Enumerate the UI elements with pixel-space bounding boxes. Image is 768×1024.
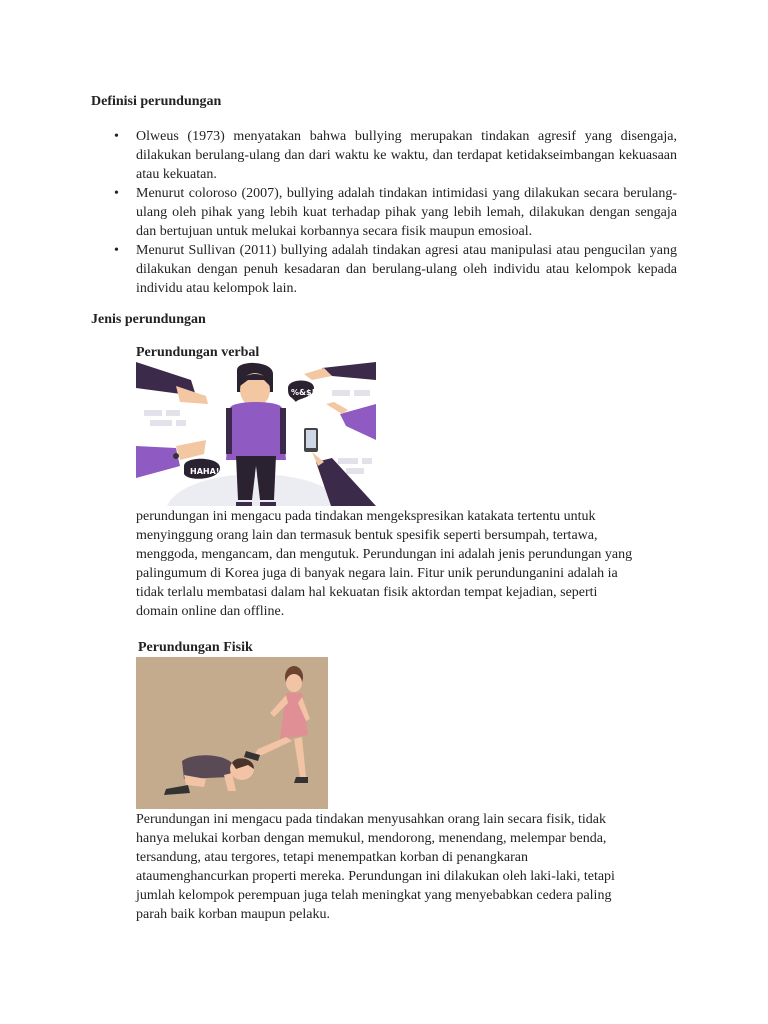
physical-title: Perundungan Fisik [138, 640, 253, 655]
physical-description [136, 810, 615, 924]
verbal-illustration [136, 362, 376, 506]
paragraph-line: palingumum di Korea juga di banyak negara lain. Fitur unik perundunganini adalah ia [136, 566, 618, 581]
laugh-bubble-text: HAHA! [190, 467, 220, 476]
types-heading: Jenis perundungan [91, 312, 206, 327]
symbols-bubble-text: %&$!# [291, 388, 322, 397]
paragraph-line: ataumenghancurkan properti mereka. Perundungan ini dilakukan oleh laki-laki, tetapi [136, 869, 615, 884]
paragraph-line: menggoda, mengancam, dan mengutuk. Perundungan ini adalah jenis perundungan yang [136, 547, 633, 562]
paragraph-line: Perundungan ini mengacu pada tindakan menyusahkan orang lain secara fisik, tidak [136, 812, 607, 827]
paragraph-line: jumlah kelompok perempuan juga telah meningkat yang menyebabkan cedera paling [136, 888, 612, 903]
paragraph-line: tidak terlalu membatasi dalam hal kekuatan fisik aktordan tempat kejadian, seperti [136, 585, 598, 600]
verbal-title: Perundungan verbal [136, 345, 260, 360]
list-item: • Menurut coloroso (2007), bullying adalah tindakan intimidasi yang dilakukan secara berulang-ulang oleh pihak yang lebih kuat terhadap pihak yang lebih lemah, dilakukan dengan sengaja dan bertujuan untuk melukai korbannya secara fisik maupun emosioal. [136, 184, 677, 241]
paragraph-line: tersandung, atau tergores, tetapi menempatkan korban di penangkaran [136, 850, 528, 865]
list-item: • Olweus (1973) menyatakan bahwa bullying merupakan tindakan agresif yang disengaja, dilakukan berulang-ulang dan dari waktu ke waktu, dan terdapat ketidakseimbangan kekuasaan atau kekuatan. [136, 127, 677, 184]
physical-illustration [136, 657, 328, 809]
definition-list [136, 127, 677, 298]
paragraph-line: menyinggung orang lain dan termasuk bentuk spesifik seperti bersumpah, tertawa, [136, 528, 598, 543]
list-item: • Menurut Sullivan (2011) bullying adalah tindakan agresi atau manipulasi atau pengucilan yang dilakukan dengan penuh kesadaran dan berulang-ulang oleh individu atau kelompok kepada individu atau kelompok lain. [136, 241, 677, 298]
verbal-description [136, 507, 632, 621]
paragraph-line: domain online dan offline. [136, 604, 285, 619]
paragraph-line: perundungan ini mengacu pada tindakan mengekspresikan katakata tertentu untuk [136, 509, 596, 524]
paragraph-line: parah baik korban maupun pelaku. [136, 907, 330, 922]
paragraph-line: hanya melukai korban dengan memukul, mendorong, menendang, melempar benda, [136, 831, 607, 846]
definition-heading: Definisi perundungan [91, 94, 222, 109]
